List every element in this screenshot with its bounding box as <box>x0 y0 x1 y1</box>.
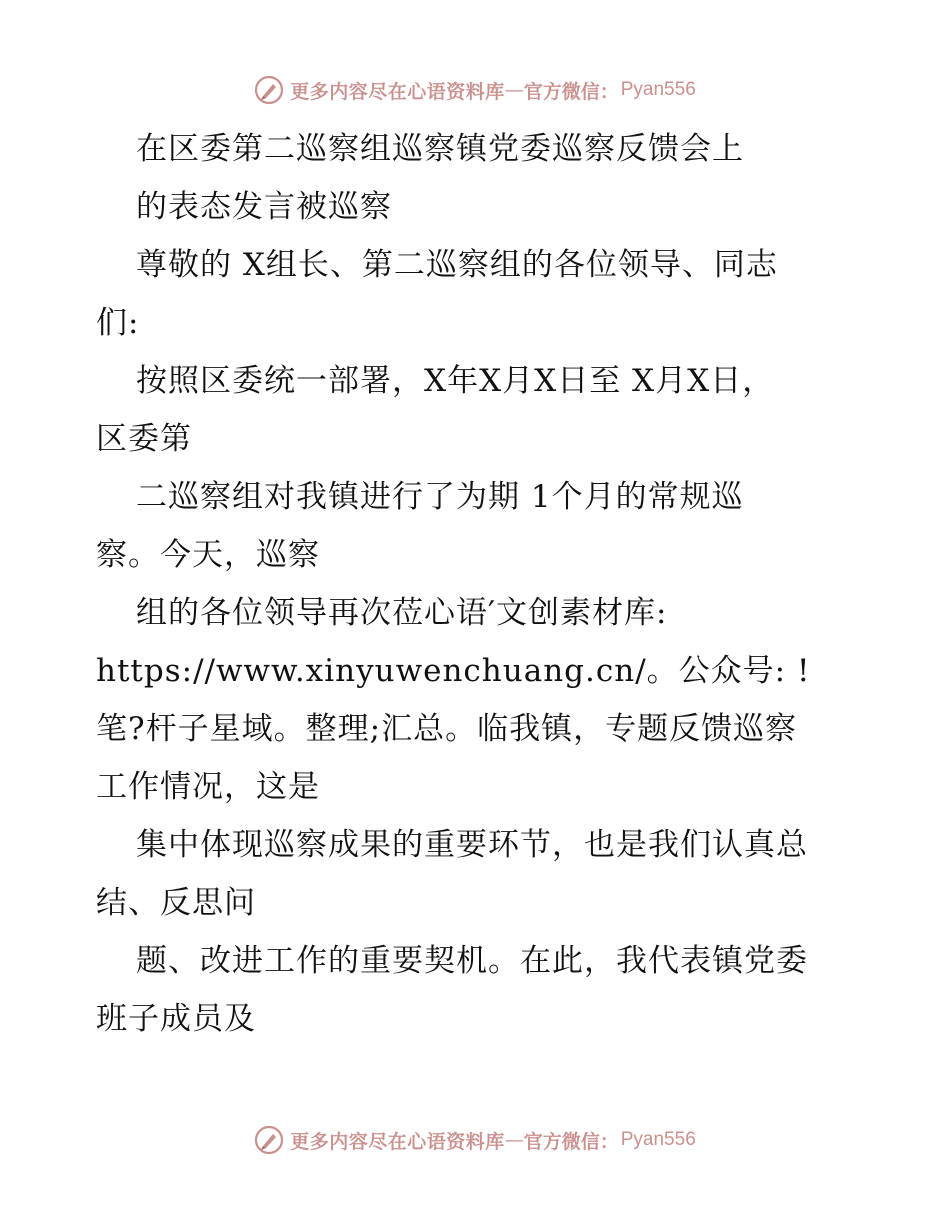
banner-separator: — <box>504 79 524 101</box>
banner-wechat-id: Pyan556 <box>620 79 696 100</box>
header-banner <box>0 70 950 110</box>
text-line: 们: <box>96 305 140 341</box>
pen-nib-logo-icon <box>254 75 284 105</box>
footer-banner <box>0 1120 950 1160</box>
text-line: 题、改进工作的重要契机。在此，我代表镇党委 <box>136 943 808 979</box>
text-line: 按照区委统一部署，X年X月X日至 X月X日， <box>136 363 775 399</box>
text-line: 组的各位领导再次莅心语′文创素材库: <box>136 595 668 631</box>
document-body <box>96 120 876 1048</box>
text-line: 结、反思问 <box>96 885 256 921</box>
text-line: 集中体现巡察成果的重要环节，也是我们认真总 <box>136 827 808 863</box>
text-line: 笔?杆子星域。整理;汇总。临我镇，专题反馈巡察 <box>96 711 798 747</box>
text-line: 在区委第二巡察组巡察镇党委巡察反馈会上 <box>136 131 744 167</box>
banner-separator: — <box>504 1129 524 1151</box>
text-line: 尊敬的 X组长、第二巡察组的各位领导、同志 <box>136 247 778 283</box>
banner-wechat-id: Pyan556 <box>620 1129 696 1150</box>
text-line: 区委第 <box>96 421 192 457</box>
text-line: 的表态发言被巡察 <box>136 189 392 225</box>
text-line: 工作情况，这是 <box>96 769 320 805</box>
pen-nib-logo-icon <box>254 1125 284 1155</box>
banner-slogan: 更多内容尽在心语资料库 <box>290 1130 505 1153</box>
text-line: 察。今天，巡察 <box>96 537 320 573</box>
text-line: https://www.xinyuwenchuang.cn/。公众号: ! <box>96 653 811 689</box>
text-line: 班子成员及 <box>96 1001 256 1037</box>
banner-wechat-label: 官方微信： <box>523 1130 619 1153</box>
text-line: 二巡察组对我镇进行了为期 1个月的常规巡 <box>136 479 744 515</box>
banner-slogan: 更多内容尽在心语资料库 <box>290 80 505 103</box>
banner-wechat-label: 官方微信： <box>523 80 619 103</box>
